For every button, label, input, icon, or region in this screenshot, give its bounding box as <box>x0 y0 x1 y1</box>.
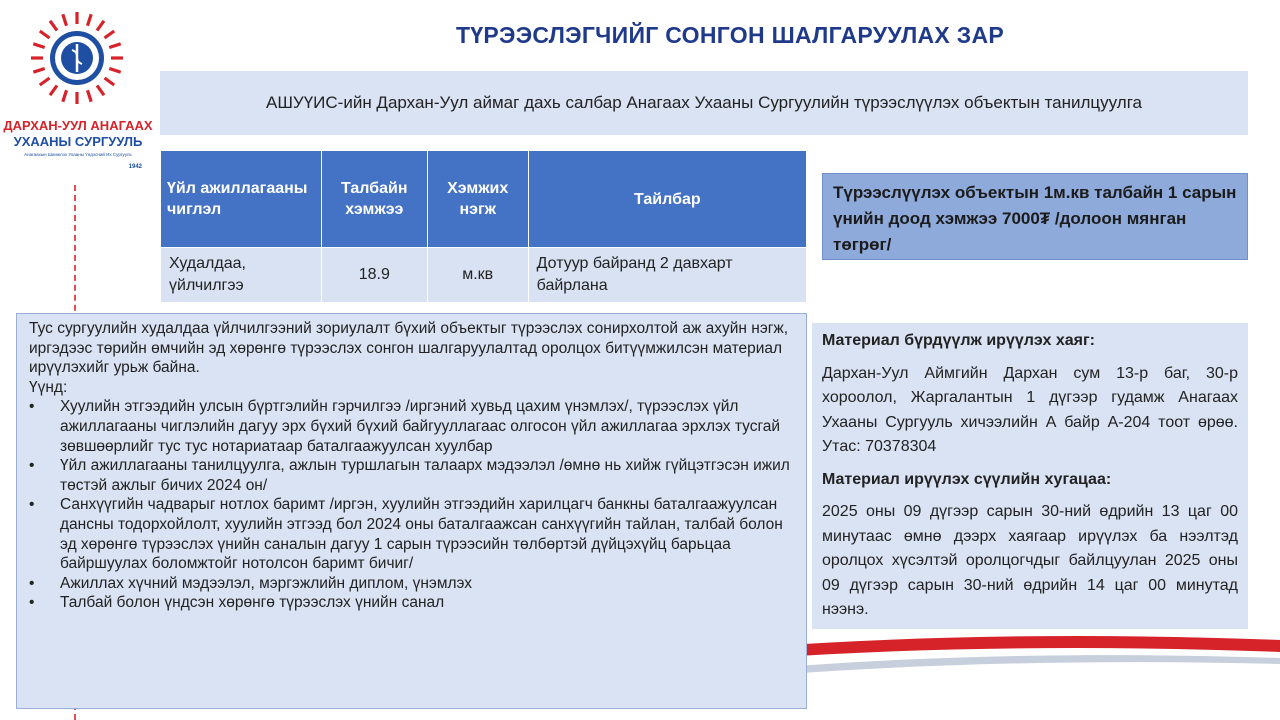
object-intro-banner: АШУҮИС-ийн Дархан-Уул аймаг дахь салбар Анагаах Ухааны Сургуулийн түрээслүүлэх объектын танилцуулга <box>160 71 1248 135</box>
requirements-intro: Тус сургуулийн худалдаа үйлчилгээний зориулалт бүхий объектыг түрээслэх сонирхолтой аж ахуйн нэгж, иргэдээс төрийн өмчийн эд хөрөнгө түрээслэх сонгон шалгаруулалтад оролцох битүүмжилсэн материал ирүүлэхийг урьж байна. <box>29 320 789 377</box>
table-cell: Дотуур байранд 2 давхарт байрлана <box>528 248 806 303</box>
logo-subtitle: Анагаахын Шинжлэх Ухааны Үндэсний Их Сургууль <box>24 152 132 157</box>
contact-panel <box>812 323 1248 629</box>
table-cell: м.кв <box>427 248 528 303</box>
table-header-cell: Тайлбар <box>528 151 806 248</box>
list-item <box>29 397 794 456</box>
requirements-list <box>29 397 794 613</box>
logo-name-line1: ДАРХАН-УУЛ АНАГААХ <box>3 118 153 133</box>
list-item-text: Талбай болон үндсэн хөрөнгө түрээслэх үнийн санал <box>60 594 445 612</box>
list-item <box>29 574 794 594</box>
list-item <box>29 593 794 613</box>
object-info-table <box>160 150 807 303</box>
table-cell: 18.9 <box>321 248 427 303</box>
deadline-text: 2025 оны 09 дүгээр сарын 30-ний өдрийн 13 цаг 00 минутаас өмнө дээрх хаягаар ирүүлэх ба нээлтэд оролцох хүсэлтэй оролцогчдыг байлцуулан 2025 оны 09 дүгээр сарын 30-ний өдрийн 14 цаг 00 минутад нээнэ. <box>822 503 1238 618</box>
list-item-text: Санхүүгийн чадварыг нотлох баримт /иргэн, хуулийн этгээдийн харилцагч банкны баталгаажуулсан дансны тодорхойлолт, хуулийн этгээд бол 2024 оны баталгаажсан санхүүгийн тайлан, талбай болон эд хөрөнгө түрээслэх үнийн саналын дагуу 1 сарын түрээсийн төлбөртэй дүйцэхүйц барьцаа байршуулах боломжтойг нотолсон баримт бичиг/ <box>60 496 783 573</box>
logo-emblem-icon <box>0 0 160 180</box>
logo-year: 1942 <box>128 164 142 170</box>
list-item-text: Ажиллах хүчний мэдээлэл, мэргэжлийн диплом, үнэмлэх <box>60 574 473 592</box>
list-item <box>29 495 794 573</box>
table-row <box>161 248 807 303</box>
requirements-panel <box>16 313 807 709</box>
table-cell: Худалдаа, үйлчилгээ <box>161 248 322 303</box>
school-logo <box>0 0 160 180</box>
table-header-cell: Хэмжих нэгж <box>427 151 528 248</box>
requirements-lead: Үүнд: <box>29 378 68 396</box>
page-title: ТҮРЭЭСЛЭГЧИЙГ СОНГОН ШАЛГАРУУЛАХ ЗАР <box>455 22 1005 48</box>
list-item-text: Үйл ажиллагааны танилцуулга, ажлын туршлагын талаарх мэдээлэл /өмнө нь хийж гүйцэтгэсэн ижил төстэй ажлыг бичих 2024 он/ <box>60 457 790 494</box>
table-header-cell: Талбайн хэмжээ <box>321 151 427 248</box>
list-item-text: Хуулийн этгээдийн улсын бүртгэлийн гэрчилгээ /иргэний хувьд цахим үнэмлэх/, түрээслэх үйл ажиллагааны чиглэлийн дагуу эрх бүхий бүхий байгууллагаас олгосон үйл ажиллагаа эрхлэх тусгай зөвшөөрлийг тус тус нотариатаар баталгаажуулсан хуулбар <box>60 398 781 455</box>
bullet-icon: • <box>29 574 35 592</box>
address-text: Дархан-Уул Аймгийн Дархан сум 13-р баг, 30-р хороолол, Жаргалантын 1 дүгээр гудамж Анагаах Ухааны Сургууль хичээлийн А байр А-204 тоот өрөө. Утас: 70378304 <box>822 364 1238 455</box>
table-header-row <box>161 151 807 248</box>
bullet-icon: • <box>29 594 35 612</box>
table-header-cell: Үйл ажиллагааны чиглэл <box>161 151 322 248</box>
bullet-icon: • <box>29 457 35 475</box>
address-heading: Материал бүрдүүлж ирүүлэх хаяг: <box>822 332 1095 349</box>
bullet-icon: • <box>29 398 35 416</box>
price-info-box: Түрээслүүлэх объектын 1м.кв талбайн 1 сарын үнийн доод хэмжээ 7000₮ /долоон мянган төгрөг/ <box>822 173 1248 260</box>
bullet-icon: • <box>29 496 35 514</box>
list-item <box>29 456 794 495</box>
deadline-heading: Материал ирүүлэх сүүлийн хугацаа: <box>822 470 1112 488</box>
logo-name-line2: УХААНЫ СУРГУУЛЬ <box>13 134 143 149</box>
